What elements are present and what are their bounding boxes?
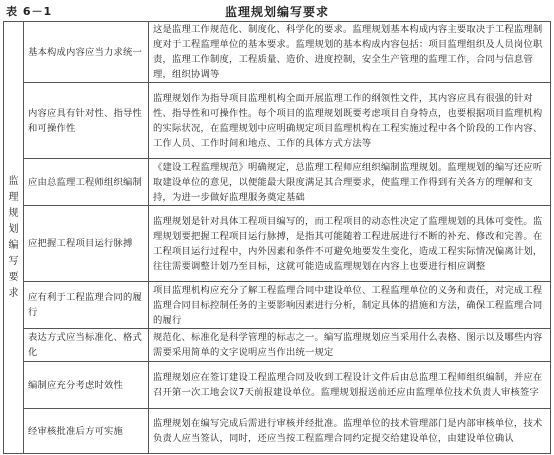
table-header (0, 0, 554, 22)
description-cell: 监理规划应在签订建设工程监理合同及收到工程设计文件后由总监理工程师组织编制，并应在召开第一次工地会议7天前报建设单位。监理规划报送前还应由监理单位技术负责人审核签字 (149, 362, 551, 409)
table-row (4, 206, 551, 282)
table-row (4, 329, 551, 362)
requirement-cell: 经审核批准后方可实施 (24, 409, 149, 454)
table-row (4, 409, 551, 454)
category-label: 监理规划编写要求 (8, 175, 19, 299)
description-cell: 监理规划是针对具体工程项目编写的，而工程项目的动态性决定了监理规划的具体可变性。监理规划要把握工程项目运行脉搏，是指其可能随着工程进展进行不断的补充、修改和完善。在工程项目运行过程中，内外因素和条件不可避免地要发生变化，造成工程实际情况偏离计划，往往需要调整计划乃至目标，这就可能造成监理规划在内容上也要进行相应调整 (149, 206, 551, 282)
table-row (4, 83, 551, 159)
description-cell: 监理规划作为指导项目监理机构全面开展监理工作的纲领性文件，其内容应具有很强的针对性、指导性和可操作性。每个项目的监理规划既要考虑项目自身特点，也要根据项目监理机构的实际状况，在监理规划中应明确规定项目监理机构在工程实施过程中各个阶段的工作内容、工作人员、工作时间和地点、工作的具体方式方法等 (149, 83, 551, 159)
table-row (4, 362, 551, 409)
requirement-cell: 表达方式应当标准化、格式化 (24, 329, 149, 362)
category-cell (4, 22, 24, 454)
requirement-cell: 基本构成内容应当力求统一 (24, 22, 149, 83)
requirement-cell: 编制应充分考虑时效性 (24, 362, 149, 409)
requirement-cell: 应把握工程项目运行脉搏 (24, 206, 149, 282)
requirements-table (3, 21, 551, 454)
requirement-cell: 应有利于工程监理合同的履行 (24, 282, 149, 329)
table-row (4, 282, 551, 329)
description-cell: 这是监理工作规范化、制度化、科学化的要求。监理规划基本构成内容主要取决于工程监理制度对于工程监理单位的基本要求。监理规划的基本构成内容包括：项目监理组织及人员岗位职责，监理工作制度，工程质量、造价、进度控制，安全生产管理的监理工作，合同与信息管理，组织协调等 (149, 22, 551, 83)
table-title: 监理规划编写要求 (224, 5, 329, 19)
requirement-cell: 应由总监理工程师组织编制 (24, 159, 149, 206)
description-cell: 规范化、标准化是科学管理的标志之一。编写监理规划应当采用什么表格、图示以及哪些内容需要采用简单的文字说明应当作出统一规定 (149, 329, 551, 362)
description-cell: 项目监理机构应充分了解工程监理合同中建设单位、工程监理单位的义务和责任，对完成工程监理合同目标控制任务的主要影响因素进行分析，制定具体的措施和方法，确保工程监理合同的履行 (149, 282, 551, 329)
table-row (4, 159, 551, 206)
requirement-cell: 内容应具有针对性、指导性和可操作性 (24, 83, 149, 159)
table-number: 表 6－1 (6, 5, 53, 18)
table-row (4, 22, 551, 83)
description-cell: 监理规划在编写完成后需进行审核并经批准。监理单位的技术管理部门是内部审核单位，技术负责人应当签认，同时，还应当按工程监理合同约定提交给建设单位，由建设单位确认 (149, 409, 551, 454)
description-cell: 《建设工程监理规范》明确规定，总监理工程师应组织编制监理规划。监理规划的编写还应听取建设单位的意见，以便能最大限度满足其合理要求，使监理工作得到有关各方的理解和支持，为进一步做好监理服务奠定基础 (149, 159, 551, 206)
